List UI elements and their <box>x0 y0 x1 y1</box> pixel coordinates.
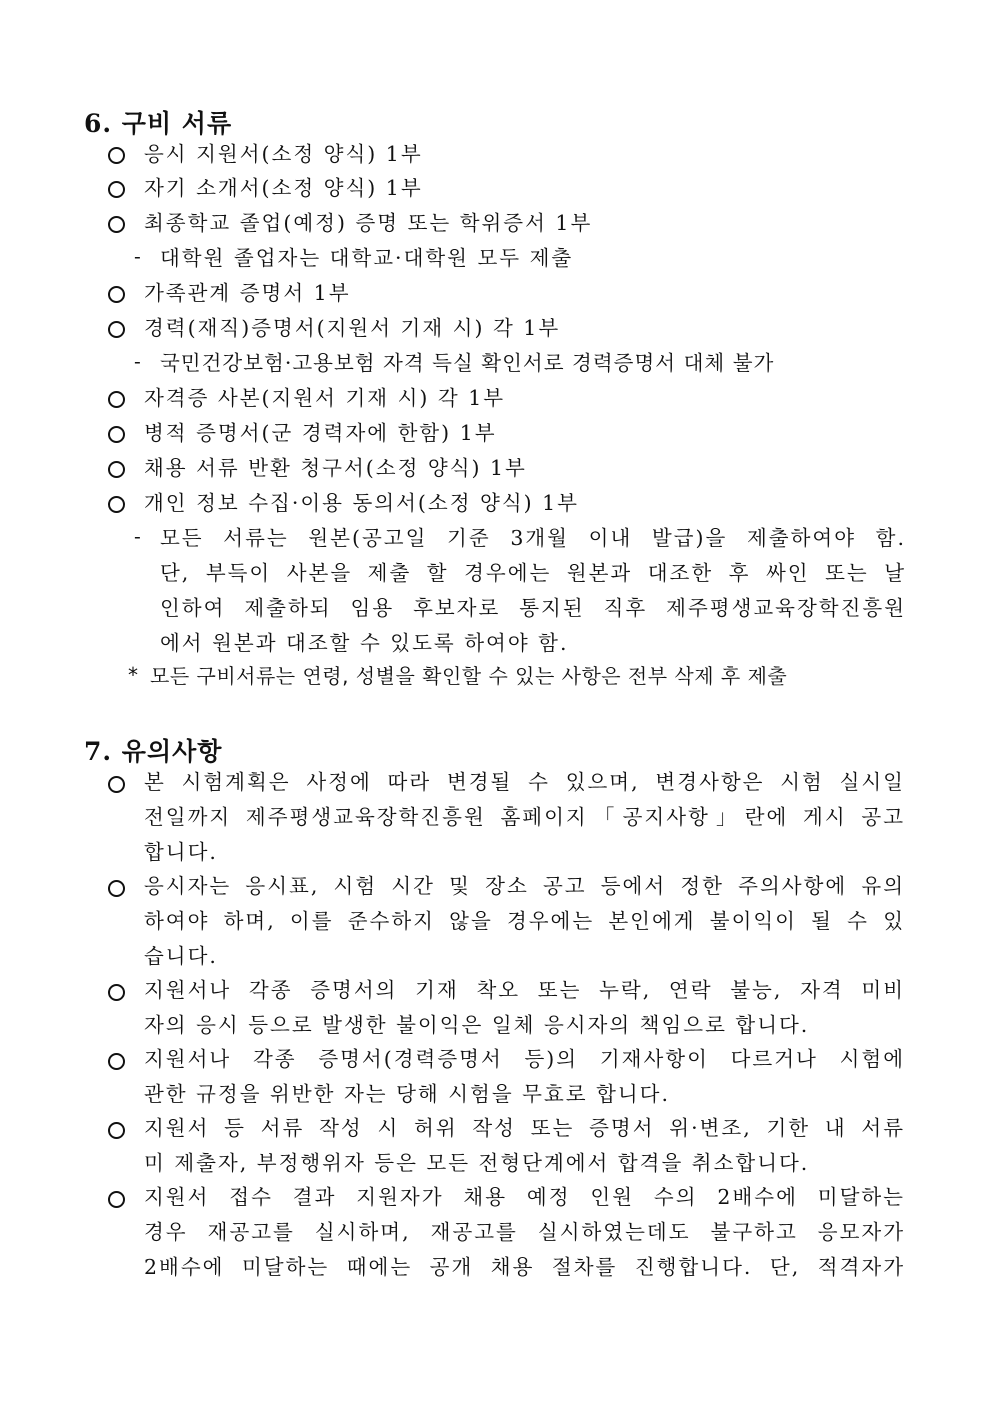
circle-bullet-icon <box>108 776 125 793</box>
circle-bullet-icon <box>108 496 125 513</box>
asterisk-marker: * <box>128 663 138 687</box>
circle-bullet-icon <box>108 880 125 897</box>
doc-item: 병적 증명서(군 경력자에 한함) 1부 <box>144 421 497 445</box>
circle-bullet-icon <box>108 286 125 303</box>
original-note-line: 에서 원본과 대조할 수 있도록 하여야 함. <box>160 631 569 655</box>
notice-line: 경우 재공고를 실시하며, 재공고를 실시하였는데도 불구하고 응모자가 <box>144 1220 905 1244</box>
notice-line: 관한 규정을 위반한 자는 당해 시험을 무효로 합니다. <box>144 1082 670 1106</box>
dash-marker: - <box>134 244 141 268</box>
doc-item: 채용 서류 반환 청구서(소정 양식) 1부 <box>144 456 527 480</box>
doc-item: 경력(재직)증명서(지원서 기재 시) 각 1부 <box>144 316 561 340</box>
star-note: 모든 구비서류는 연령, 성별을 확인할 수 있는 사항은 전부 삭제 후 제출 <box>150 664 788 688</box>
notice-line: 합니다. <box>144 840 218 864</box>
notice-line: 2배수에 미달하는 때에는 공개 채용 절차를 진행합니다. 단, 적격자가 <box>144 1255 905 1279</box>
doc-item: 응시 지원서(소정 양식) 1부 <box>144 142 423 166</box>
notice-line: 지원서나 각종 증명서(경력증명서 등)의 기재사항이 다르거나 시험에 <box>144 1047 905 1071</box>
circle-bullet-icon <box>108 461 125 478</box>
circle-bullet-icon <box>108 1053 125 1070</box>
doc-item: 가족관계 증명서 1부 <box>144 281 351 305</box>
section-6-title: 6. 구비 서류 <box>84 109 233 138</box>
dash-marker: - <box>134 524 141 548</box>
notice-line: 지원서 등 서류 작성 시 허위 작성 또는 증명서 위·변조, 기한 내 서류 <box>144 1116 905 1140</box>
circle-bullet-icon <box>108 181 125 198</box>
doc-item: 개인 정보 수집·이용 동의서(소정 양식) 1부 <box>144 491 579 515</box>
notice-line: 지원서 접수 결과 지원자가 채용 예정 인원 수의 2배수에 미달하는 <box>144 1185 905 1209</box>
notice-line: 하여야 하며, 이를 준수하지 않을 경우에는 본인에게 불이익이 될 수 있 <box>144 909 905 933</box>
dash-marker: - <box>134 349 141 373</box>
circle-bullet-icon <box>108 147 125 164</box>
notice-line: 전일까지 제주평생교육장학진흥원 홈페이지「공지사항」란에 게시 공고 <box>144 805 905 829</box>
notice-line: 본 시험계획은 사정에 따라 변경될 수 있으며, 변경사항은 시험 실시일 <box>144 770 905 794</box>
circle-bullet-icon <box>108 1122 125 1139</box>
circle-bullet-icon <box>108 391 125 408</box>
doc-item: 자격증 사본(지원서 기재 시) 각 1부 <box>144 386 506 410</box>
circle-bullet-icon <box>108 426 125 443</box>
notice-line: 미 제출자, 부정행위자 등은 모든 전형단계에서 합격을 취소합니다. <box>144 1151 810 1175</box>
original-note-line: 단, 부득이 사본을 제출 할 경우에는 원본과 대조한 후 싸인 또는 날 <box>160 561 906 585</box>
notice-line: 지원서나 각종 증명서의 기재 착오 또는 누락, 연락 불능, 자격 미비 <box>144 978 905 1002</box>
original-note-line: 모든 서류는 원본(공고일 기준 3개월 이내 발급)을 제출하여야 함. <box>160 526 906 550</box>
circle-bullet-icon <box>108 984 125 1001</box>
notice-line: 습니다. <box>144 944 218 968</box>
circle-bullet-icon <box>108 1191 125 1208</box>
section-7-title: 7. 유의사항 <box>84 737 223 766</box>
original-note-line: 인하여 제출하되 임용 후보자로 통지된 직후 제주평생교육장학진흥원 <box>160 596 906 620</box>
circle-bullet-icon <box>108 321 125 338</box>
notice-line: 자의 응시 등으로 발생한 불이익은 일체 응시자의 책임으로 합니다. <box>144 1013 810 1037</box>
circle-bullet-icon <box>108 216 125 233</box>
doc-item: 자기 소개서(소정 양식) 1부 <box>144 176 423 200</box>
notice-line: 응시자는 응시표, 시험 시간 및 장소 공고 등에서 정한 주의사항에 유의 <box>144 874 905 898</box>
sub-note: 대학원 졸업자는 대학교·대학원 모두 제출 <box>160 246 574 270</box>
doc-item: 최종학교 졸업(예정) 증명 또는 학위증서 1부 <box>144 211 593 235</box>
sub-note: 국민건강보험·고용보험 자격 득실 확인서로 경력증명서 대체 불가 <box>160 351 775 375</box>
